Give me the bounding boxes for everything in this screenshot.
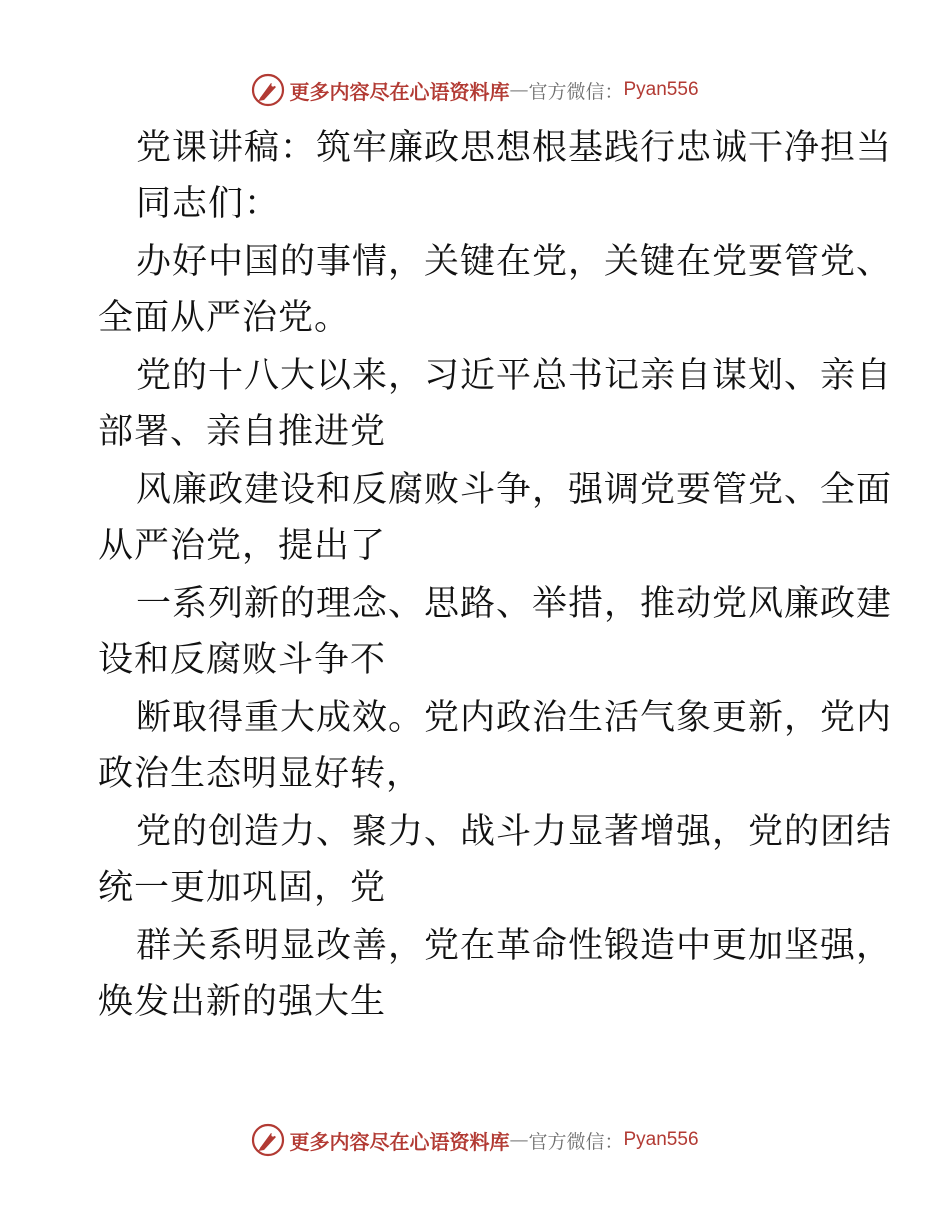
paragraph-line: 断取得重大成效。党内政治生活气象更新，党内: [136, 698, 893, 738]
banner-wechat-label: 官方微信：: [528, 1130, 624, 1153]
paragraph-line: 政治生态明显好转，: [98, 754, 423, 794]
paragraph-line: 风廉政建设和反腐败斗争，强调党要管党、全面: [136, 470, 893, 510]
paragraph-line: 全面从严治党。: [98, 298, 351, 338]
salutation: 同志们：: [136, 184, 281, 224]
paragraph-line: 设和反腐败斗争不: [98, 640, 387, 680]
paragraph-line: 党的创造力、聚力、战斗力显著增强，党的团结: [136, 812, 893, 852]
header-banner: [0, 70, 950, 110]
banner-separator: —: [509, 1129, 529, 1151]
banner-brand-text: 更多内容尽在心语资料库: [289, 1129, 510, 1154]
banner-separator: —: [509, 79, 529, 101]
banner-wechat-id: Pyan556: [623, 1129, 699, 1150]
paragraph-line: 部署、亲自推进党: [98, 412, 387, 452]
paragraph-line: 群关系明显改善，党在革命性锻造中更加坚强，: [136, 926, 893, 966]
banner-wechat-label: 官方微信：: [528, 80, 624, 103]
paragraph-line: 党的十八大以来，习近平总书记亲自谋划、亲自: [136, 356, 893, 396]
pen-nib-logo-icon: [251, 73, 285, 107]
paragraph-line: 焕发出新的强大生: [98, 982, 387, 1022]
banner-wechat-id: Pyan556: [623, 79, 699, 100]
paragraph-line: 办好中国的事情，关键在党，关键在党要管党、: [136, 242, 893, 282]
document-title: 党课讲稿：筑牢廉政思想根基践行忠诚干净担当: [136, 128, 893, 168]
document-body: [98, 120, 893, 1030]
pen-nib-logo-icon: [251, 1123, 285, 1157]
footer-banner: [0, 1120, 950, 1160]
banner-brand-text: 更多内容尽在心语资料库: [289, 79, 510, 104]
paragraph-line: 从严治党，提出了: [98, 526, 387, 566]
paragraph-line: 一系列新的理念、思路、举措，推动党风廉政建: [136, 584, 893, 624]
paragraph-line: 统一更加巩固，党: [98, 868, 387, 908]
